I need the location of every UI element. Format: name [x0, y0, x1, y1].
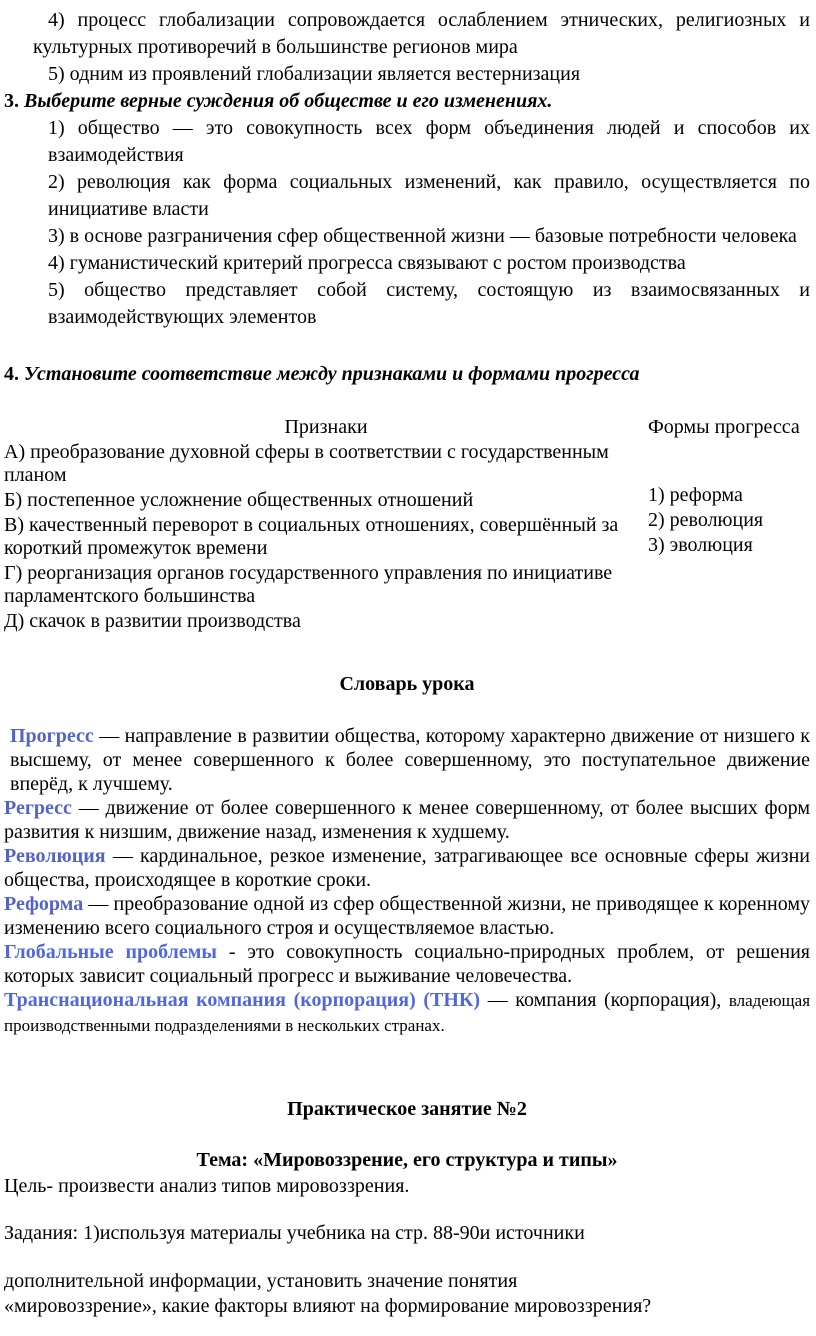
features-column-header: Признаки: [284, 416, 368, 438]
question-3-option-2: 2) революция как форма социальных изменений, как правило, осуществляется по инициативе власти: [48, 171, 810, 220]
practice-tasks-line-2: дополнительной информации, установить значение понятия: [4, 1270, 518, 1292]
form-item-2: 2) революция: [648, 509, 764, 531]
term-label: Глобальные проблемы: [4, 941, 218, 963]
term-definition: — направление в развитии общества, которому характерно движение от низшего к высшему, от менее совершенного к более совершенному, это поступательное движение вперёд, к лучшему.: [10, 725, 810, 795]
term-definition: — движение от более совершенного к менее совершенному, от более высших форм развития к низшим, движение назад, изменения к худшему.: [4, 797, 810, 843]
practice-goal: Цель- произвести анализ типов мировоззрения.: [4, 1175, 410, 1197]
term-definition: — кардинальное, резкое изменение, затрагивающее все основные сферы жизни общества, происходящее в короткие сроки.: [4, 845, 810, 891]
form-item-1: 1) реформа: [648, 484, 743, 506]
term-definition: - это совокупность социально-природных проблем, от решения которых зависит социальный прогресс и выживание человечества.: [4, 941, 810, 987]
forms-column-header: Формы прогресса: [648, 416, 800, 438]
feature-item-d: Д) скачок в развитии производства: [4, 610, 301, 632]
intro-item-4: 4) процесс глобализации сопровождается ослаблением этнических, религиозных и культурных противоречий в большинстве регионов мира: [33, 9, 810, 58]
practice-theme: Тема: «Мировоззрение, его структура и типы»: [196, 1149, 618, 1171]
term-label: Революция: [4, 845, 106, 867]
term-label: Реформа: [4, 893, 84, 915]
question-4-number: 4.: [4, 363, 19, 385]
vocab-term-revolution: [4, 844, 810, 892]
term-definition-continued: владеющая производственными подразделениями в нескольких странах.: [4, 991, 811, 1035]
term-definition: — компания (корпорация),: [480, 989, 722, 1011]
feature-item-b: Б) постепенное усложнение общественных отношений: [4, 489, 474, 511]
feature-item-g: Г) реорганизация органов государственного управления по инициативе парламентского большинства: [4, 562, 613, 607]
form-item-3: 3) эволюция: [648, 534, 753, 556]
practice-tasks-line-3: «мировоззрение», какие факторы влияют на формирование мировоззрения?: [4, 1295, 652, 1317]
question-3-option-5: 5) общество представляет собой систему, состоящую из взаимосвязанных и взаимодействующих элементов: [48, 279, 810, 328]
feature-item-a: А) преобразование духовной сферы в соответствии с государственным планом: [4, 441, 609, 486]
vocab-term-tnk: [4, 988, 810, 1038]
vocab-term-global-problems: [4, 940, 810, 988]
question-3-option-4: 4) гуманистический критерий прогресса связывают с ростом производства: [48, 252, 686, 274]
vocab-term-reform: [4, 892, 810, 940]
question-4-heading: [4, 361, 810, 388]
question-3-number: 3.: [4, 90, 19, 112]
term-definition: — преобразование одной из сфер общественной жизни, не приводящее к коренному изменению всего социального строя и осуществляемое властью.: [4, 893, 810, 939]
match-table-features-column: [4, 414, 648, 635]
question-3-option-3: 3) в основе разграничения сфер общественной жизни — базовые потребности человека: [48, 225, 797, 247]
term-label: Регресс: [4, 797, 72, 819]
vocab-term-regress: [4, 796, 810, 844]
question-3-option-1: 1) общество — это совокупность всех форм объединения людей и способов их взаимодействия: [48, 117, 810, 166]
term-label: Транснациональная компания (корпорация) (ТНК): [4, 989, 481, 1011]
question-3-heading: [4, 88, 810, 115]
practice-session-title: Практическое занятие №2: [287, 1098, 527, 1120]
vocabulary-title: Словарь урока: [339, 673, 475, 695]
question-3-title: Выберите верные суждения об обществе и его изменениях.: [24, 90, 553, 112]
question-4-title: Установите соответствие между признаками и формами прогресса: [24, 363, 640, 385]
term-label: Прогресс: [10, 725, 94, 747]
match-table: [4, 414, 810, 635]
practice-tasks-line-1: Задания: 1)используя материалы учебника на стр. 88-90и источники: [4, 1222, 585, 1244]
feature-item-v: В) качественный переворот в социальных отношениях, совершённый за короткий промежуток времени: [4, 514, 619, 559]
intro-item-5: 5) одним из проявлений глобализации является вестернизация: [48, 63, 581, 85]
match-table-forms-column: [648, 414, 810, 635]
forms-list: [648, 483, 810, 558]
vocab-term-progress: [4, 724, 810, 796]
